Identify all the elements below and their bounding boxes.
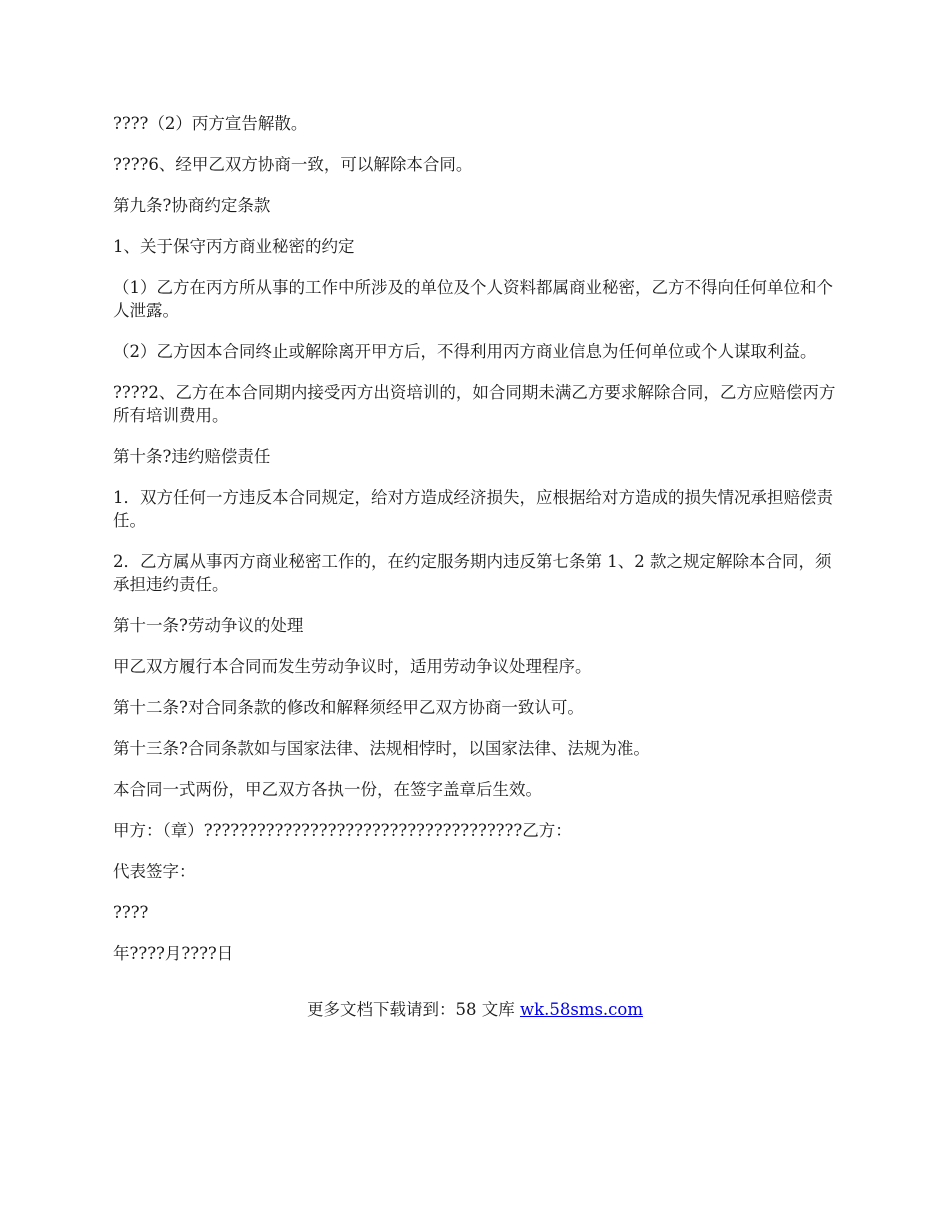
paragraph: 本合同一式两份，甲乙双方各执一份，在签字盖章后生效。 [113, 780, 542, 799]
paragraph: 甲乙双方履行本合同而发生劳动争议时，适用劳动争议处理程序。 [113, 657, 592, 676]
paragraph: ????2、乙方在本合同期内接受丙方出资培训的，如合同期未满乙方要求解除合同，乙方应赔偿丙方所有培训费用。 [113, 383, 836, 425]
section-heading: 第九条?协商约定条款 [113, 196, 271, 215]
download-footer [0, 998, 950, 1021]
paragraph: （1）乙方在丙方所从事的工作中所涉及的单位及个人资料都属商业秘密，乙方不得向任何单位和个人泄露。 [113, 278, 833, 320]
paragraph: ????6、经甲乙双方协商一致，可以解除本合同。 [113, 155, 473, 174]
footer-text: 更多文档下载请到：58 文库 [306, 1000, 520, 1019]
placeholder-line: ???? [113, 903, 149, 922]
section-heading: 第十条?违约赔偿责任 [113, 447, 271, 466]
document-body [113, 112, 838, 983]
section-heading: 第十一条?劳动争议的处理 [113, 616, 304, 635]
paragraph: 1．双方任何一方违反本合同规定，给对方造成经济损失，应根据给对方造成的损失情况承担赔偿责任。 [113, 488, 833, 530]
section-heading: 第十三条?合同条款如与国家法律、法规相悖时，以国家法律、法规为准。 [113, 739, 650, 758]
footer-link[interactable]: wk.58sms.com [519, 1000, 643, 1019]
date-line: 年????月????日 [113, 944, 234, 963]
paragraph: 1、关于保守丙方商业秘密的约定 [113, 237, 355, 256]
paragraph: 2．乙方属从事丙方商业秘密工作的，在约定服务期内违反第七条第 1、2 款之规定解除本合同，须承担违约责任。 [113, 552, 832, 594]
paragraph: （2）乙方因本合同终止或解除离开甲方后，不得利用丙方商业信息为任何单位或个人谋取利益。 [113, 342, 817, 361]
paragraph: ????（2）丙方宣告解散。 [113, 114, 308, 133]
section-heading: 第十二条?对合同条款的修改和解释须经甲乙双方协商一致认可。 [113, 698, 584, 717]
representative-signature: 代表签字： [113, 862, 196, 881]
signature-line: 甲方：（章）????????????????????????????????????乙方： [113, 821, 572, 840]
